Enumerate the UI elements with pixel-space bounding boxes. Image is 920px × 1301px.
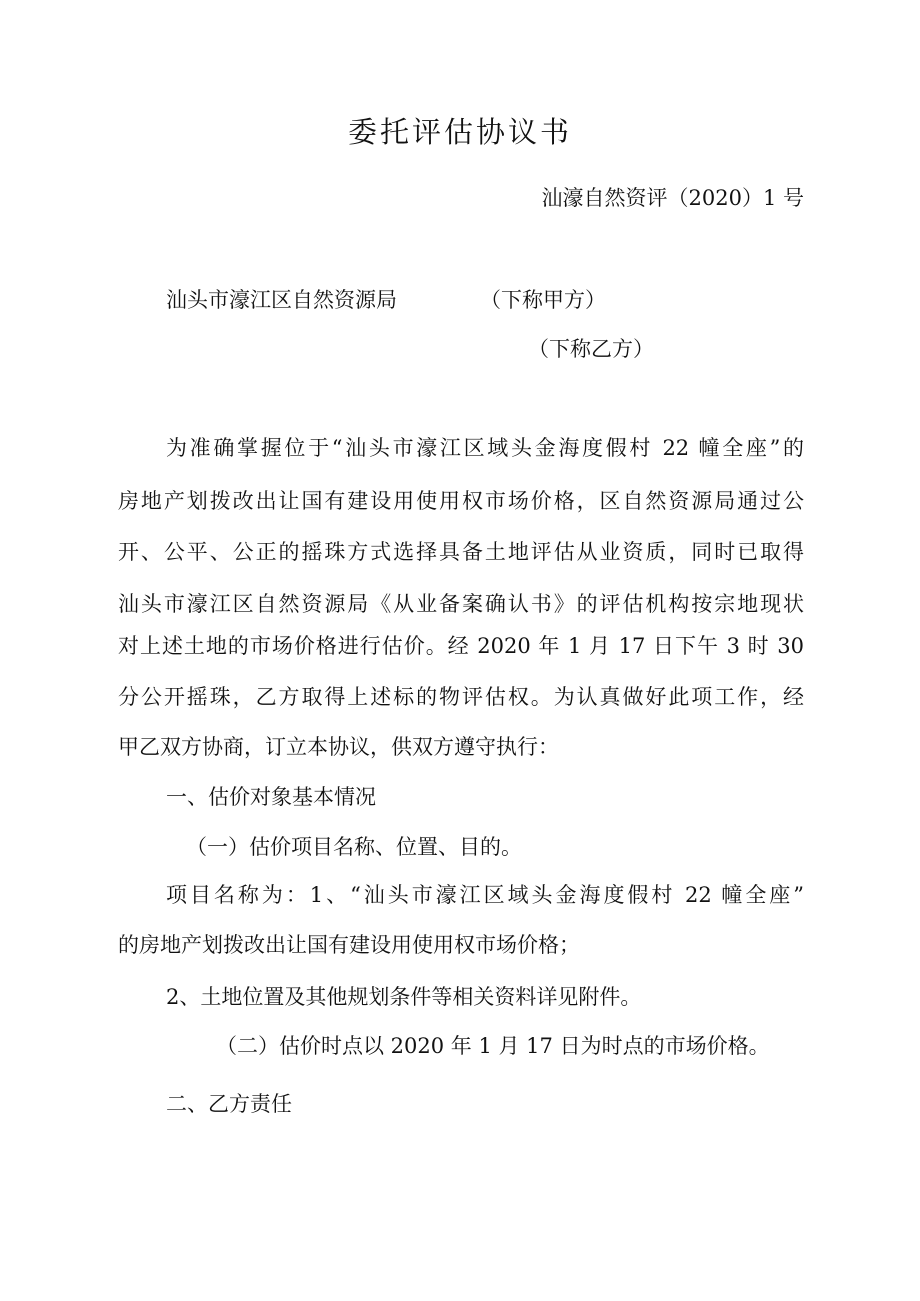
subsection-2-text: （二）估价时点以 2020 年 1 月 17 日为时点的市场价格。 bbox=[216, 1034, 770, 1058]
document-number: 汕濠自然资评（2020）1 号 bbox=[541, 186, 804, 210]
project-name-line: 项目名称为：1、“汕头市濠江区域头金海度假村 22 幢全座” bbox=[166, 883, 804, 907]
paragraph-line: 为准确掌握位于“汕头市濠江区域头金海度假村 22 幢全座”的 bbox=[166, 436, 804, 460]
subsection-heading-1: （一）估价项目名称、位置、目的。 bbox=[186, 835, 522, 859]
section-heading-1: 一、估价对象基本情况 bbox=[166, 785, 376, 809]
paragraph-line: 开、公平、公正的摇珠方式选择具备土地评估从业资质，同时已取得 bbox=[118, 540, 804, 564]
party-b-tag: （下称乙方） bbox=[528, 337, 654, 361]
paragraph-line: 汕头市濠江区自然资源局《从业备案确认书》的评估机构按宗地现状 bbox=[118, 592, 804, 616]
document-title: 委托评估协议书 bbox=[347, 115, 572, 149]
paragraph-line: 分公开摇珠，乙方取得上述标的物评估权。为认真做好此项工作，经 bbox=[118, 685, 804, 709]
project-name-line: 的房地产划拨改出让国有建设用使用权市场价格； bbox=[118, 933, 580, 957]
paragraph-line: 房地产划拨改出让国有建设用使用权市场价格，区自然资源局通过公 bbox=[118, 489, 804, 513]
project-item-2: 2、土地位置及其他规划条件等相关资料详见附件。 bbox=[166, 985, 642, 1009]
paragraph-line: 对上述土地的市场价格进行估价。经 2020 年 1 月 17 日下午 3 时 30 bbox=[118, 634, 804, 658]
party-a-tag: （下称甲方） bbox=[480, 288, 606, 312]
paragraph-line: 甲乙双方协商，订立本协议，供双方遵守执行： bbox=[118, 735, 559, 759]
section-heading-2: 二、乙方责任 bbox=[166, 1092, 292, 1116]
party-a-name: 汕头市濠江区自然资源局 bbox=[166, 288, 397, 312]
